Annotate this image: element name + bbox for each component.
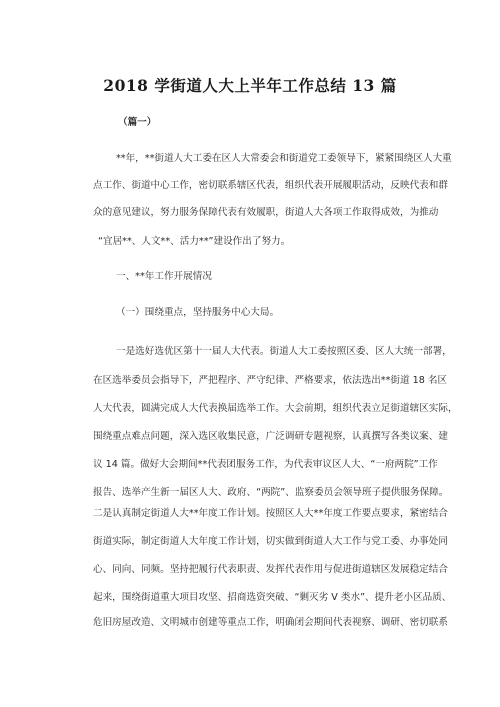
paragraph-line: 一是选好选优区第十一届人大代表。街道人大工委按照区委、区人大统一部署， [116,346,452,357]
paragraph-line: 心、同向、同频。坚持把履行代表职责、发挥代表作用与促进街道辖区发展稳定结合 [93,564,448,575]
section-heading: 一、**年工作开展情况 [116,271,212,282]
paragraph-line: 人大代表，圆满完成人大代表换届选举工作。大会前期，组织代表立足街道辖区实际， [93,403,458,414]
subsection-heading: （一）围绕重点，坚持服务中心大局。 [116,307,280,318]
paragraph-line: 二是认真制定街道人大**年度工作计划。按照区人大**年度工作要点要求，紧密结合 [93,508,448,519]
paragraph-line: 报告、选举产生新一届区人大、政府、“两院”、监察委员会领导班子提供服务保障。 [93,487,449,498]
paragraph-line: 众的意见建议，努力服务保障代表有效履职，街道人大各项工作取得成效，为推动 [93,207,439,218]
paragraph-line: 危旧房屋改造、文明城市创建等重点工作，明确闭会期间代表视察、调研、密切联系 [93,617,448,628]
paragraph-line: 起来，围绕街道重大项目攻坚、招商选资突破、“剿灭劣 V 类水”、提升老小区品质、 [93,592,452,603]
paragraph-line: 议 14 篇。做好大会期间**代表团服务工作，为代表审议区人大、“一府两院”工作 [93,459,438,470]
paragraph-line: “宜居**、人文**、活力**”建设作出了努力。 [98,236,291,247]
paragraph-line: 点工作、街道中心工作，密切联系辖区代表，组织代表开展履职活动，反映代表和群 [93,180,448,191]
paragraph-line: 街道实际，制定街道人大年度工作计划，切实做到街道人大工作与党工委、办事处同 [93,536,448,547]
section-subtitle: （篇一） [118,117,157,128]
document-title: 2018 学街道人大上半年工作总结 13 篇 [103,76,397,95]
paragraph-line: **年，**街道人大工委在区人大常委会和街道党工委领导下，紧紧围绕区人大重 [116,153,452,164]
paragraph-line: 围绕重点难点问题，深入选区收集民意，广泛调研专题视察，认真撰写各类议案、建 [93,431,448,442]
paragraph-line: 在区选举委员会指导下，严把程序、严守纪律、严格要求，依法选出**街道 18 名区 [93,375,448,386]
